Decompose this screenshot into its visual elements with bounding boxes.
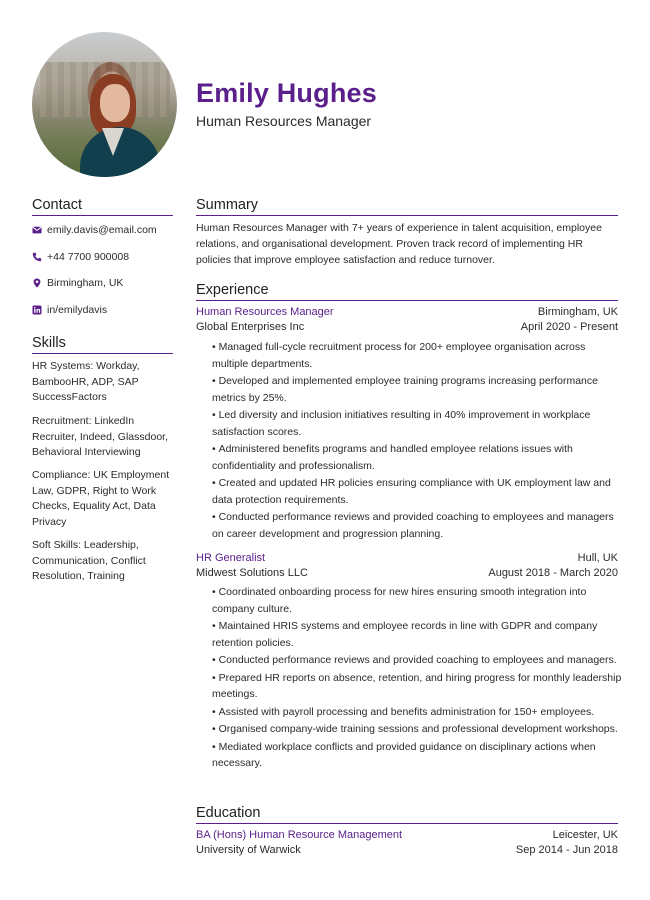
- job-title: Human Resources Manager: [196, 306, 334, 318]
- linkedin-icon: [32, 305, 42, 315]
- job-bullet: • Mediated workplace conflicts and provided guidance on disciplinary actions when necessary.: [212, 739, 622, 772]
- skills-divider: [32, 353, 173, 354]
- job-dates: April 2020 - Present: [520, 321, 618, 333]
- job-bullet: • Administered benefits programs and handled employee relations issues with confidentiality and professionalism.: [212, 441, 622, 474]
- job-bullet: • Managed full-cycle recruitment process for 200+ employee organisation across multiple departments.: [212, 339, 622, 372]
- experience-heading: Experience: [196, 282, 269, 298]
- contact-linkedin: [32, 304, 107, 316]
- job-location: Hull, UK: [577, 552, 618, 564]
- summary-heading: Summary: [196, 197, 259, 213]
- job-bullets: [212, 584, 622, 773]
- contact-heading: Contact: [32, 197, 82, 213]
- contact-email: [32, 224, 157, 236]
- education-divider: [196, 823, 618, 824]
- job-bullet: • Conducted performance reviews and provided coaching to employees and managers.: [212, 652, 622, 669]
- job-bullets: [212, 339, 622, 543]
- contact-location: [32, 277, 123, 289]
- summary-text: Human Resources Manager with 7+ years of experience in talent acquisition, employee relations, and organisational development. Proven track record of implementing HR policies that improve employee satisfaction and reduce turnover.: [196, 222, 602, 266]
- skill-item: HR Systems: Workday, BambooHR, ADP, SAP SuccessFactors: [32, 360, 140, 403]
- contact-email-text: emily.davis@email.com: [47, 224, 157, 236]
- skill-item: Recruitment: LinkedIn Recruiter, Indeed, Glassdoor, Behavioral Interviewing: [32, 415, 168, 458]
- education-school: University of Warwick: [196, 844, 301, 856]
- job-bullet: • Prepared HR reports on absence, retention, and hiring progress for monthly leadership meetings.: [212, 670, 622, 703]
- job-company-row: [196, 567, 618, 579]
- experience-divider: [196, 300, 618, 301]
- contact-phone: [32, 251, 129, 263]
- job-bullet: • Coordinated onboarding process for new hires ensuring smooth integration into company culture.: [212, 584, 622, 617]
- education-school-row: [196, 844, 618, 856]
- profile-photo: [32, 32, 177, 177]
- job-dates: August 2018 - March 2020: [488, 567, 618, 579]
- phone-icon: [32, 252, 42, 262]
- job-bullet: • Assisted with payroll processing and benefits administration for 150+ employees.: [212, 704, 622, 721]
- education-dates: Sep 2014 - Jun 2018: [515, 844, 618, 856]
- job-bullet: • Maintained HRIS systems and employee records in line with GDPR and company retention policies.: [212, 618, 622, 651]
- candidate-role: Human Resources Manager: [196, 113, 372, 129]
- candidate-name: Emily Hughes: [196, 78, 377, 108]
- job-title-row: [196, 552, 618, 564]
- education-location: Leicester, UK: [552, 829, 618, 841]
- job-bullet: • Organised company-wide training sessions and professional development workshops.: [212, 721, 622, 738]
- education-degree-row: [196, 829, 618, 841]
- location-pin-icon: [32, 278, 42, 288]
- job-bullet: • Led diversity and inclusion initiatives resulting in 40% improvement in workplace satisfaction scores.: [212, 407, 622, 440]
- job-bullet: • Conducted performance reviews and provided coaching to employees and managers on career development and progression planning.: [212, 509, 622, 542]
- skill-item: Soft Skills: Leadership, Communication, Conflict Resolution, Training: [32, 539, 146, 582]
- job-title: HR Generalist: [196, 552, 266, 564]
- contact-location-text: Birmingham, UK: [47, 277, 124, 289]
- job-company: Global Enterprises Inc: [196, 321, 305, 333]
- education-degree: BA (Hons) Human Resource Management: [196, 829, 403, 841]
- job-title-row: [196, 306, 618, 318]
- job-bullet: • Created and updated HR policies ensuring compliance with UK employment law and data protection requirements.: [212, 475, 622, 508]
- contact-divider: [32, 215, 173, 216]
- job-bullet: • Developed and implemented employee training programs increasing performance metrics by 25%.: [212, 373, 622, 406]
- contact-linkedin-text: in/emilydavis: [47, 304, 108, 316]
- skill-item: Compliance: UK Employment Law, GDPR, Right to Work Checks, Equality Act, Data Privacy: [32, 469, 170, 528]
- skills-heading: Skills: [32, 335, 66, 351]
- job-location: Birmingham, UK: [537, 306, 618, 318]
- summary-divider: [196, 215, 618, 216]
- job-company: Midwest Solutions LLC: [196, 567, 308, 579]
- job-company-row: [196, 321, 618, 333]
- contact-phone-text: +44 7700 900008: [47, 251, 130, 263]
- education-heading: Education: [196, 805, 261, 821]
- email-icon: [32, 225, 42, 235]
